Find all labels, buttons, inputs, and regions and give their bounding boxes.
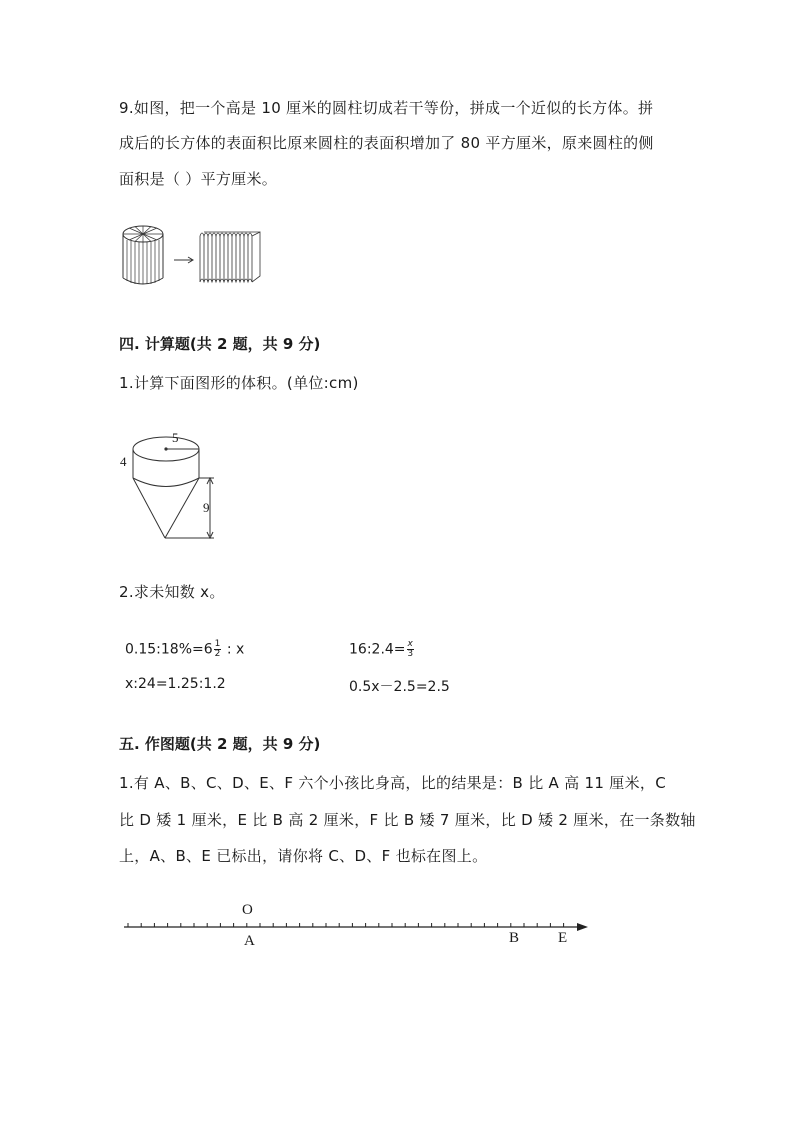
equation-1-frac-num: 1 xyxy=(214,639,221,649)
section-4-heading: 四. 计算题(共 2 题，共 9 分) xyxy=(119,335,321,353)
draw-q1-line-2: 比 D 矮 1 厘米，E 比 B 高 2 厘米，F 比 B 矮 7 厘米，比 D 矮 2 厘米，在一条数轴 xyxy=(119,811,696,829)
equation-3: x:24=1.25:1.2 xyxy=(125,676,226,692)
equation-1-fraction xyxy=(214,640,222,659)
draw-q1-line-3: 上，A、B、E 已标出，请你将 C、D、F 也标在图上。 xyxy=(119,847,488,865)
number-line xyxy=(118,912,598,942)
point-a-label: A xyxy=(244,933,255,949)
equation-4: 0.5x－2.5=2.5 xyxy=(349,679,450,695)
calc-q2-text: 2.求未知数 x。 xyxy=(119,583,225,601)
calc-q1-text: 1.计算下面图形的体积。(单位:cm) xyxy=(119,374,359,392)
equation-1 xyxy=(125,640,244,659)
draw-q1-line-1: 1.有 A、B、C、D、E、F 六个小孩比身高，比的结果是：B 比 A 高 11 厘米，C xyxy=(119,774,666,792)
cone-height-label: 9 xyxy=(203,500,210,515)
equation-1-frac-den: 2 xyxy=(214,649,221,659)
point-b-label: B xyxy=(509,930,520,946)
q9-line-3: 面积是（ ）平方厘米。 xyxy=(119,170,278,188)
equation-2-frac-num: x xyxy=(407,639,413,649)
equation-1-suffix: : x xyxy=(222,641,245,658)
q9-line-1: 9.如图，把一个高是 10 厘米的圆柱切成若干等份，拼成一个近似的长方体。拼 xyxy=(119,99,654,117)
origin-label: O xyxy=(242,902,253,918)
cylinder-to-cuboid-figure xyxy=(118,222,268,288)
point-e-label: E xyxy=(558,930,568,946)
section-5-heading: 五. 作图题(共 2 题，共 9 分) xyxy=(119,735,321,753)
equation-2-prefix: 16:2.4= xyxy=(349,641,406,658)
equation-1-prefix: 0.15:18%=6 xyxy=(125,641,213,658)
radius-label: 5 xyxy=(172,430,179,445)
cylinder-cone-figure xyxy=(116,420,226,544)
equation-2-frac-den: 3 xyxy=(407,649,414,659)
number-line-arrowhead xyxy=(577,923,588,931)
q9-line-2: 成后的长方体的表面积比原来圆柱的表面积增加了 80 平方厘米，原来圆柱的侧 xyxy=(119,134,654,152)
equation-2 xyxy=(349,640,415,659)
equation-2-fraction xyxy=(407,640,414,659)
cylinder-height-label: 4 xyxy=(120,454,127,469)
